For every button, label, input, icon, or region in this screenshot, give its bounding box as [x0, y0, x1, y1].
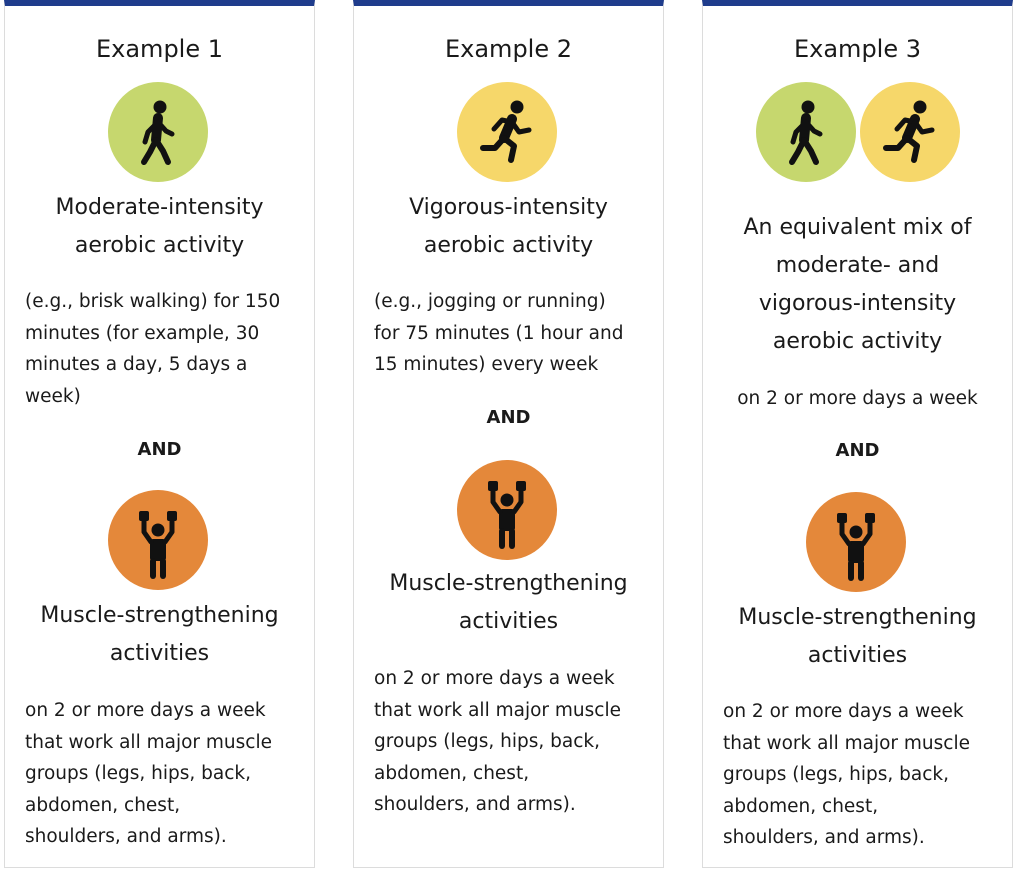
aerobic-description	[374, 286, 649, 381]
aerobic-heading	[354, 189, 663, 265]
and-label: AND	[137, 439, 182, 460]
desc-line: on 2 or more days a week	[25, 700, 266, 721]
muscle-description	[723, 696, 998, 854]
and-label: AND	[835, 440, 880, 461]
example-card-3	[702, 0, 1013, 868]
desc-line: on 2 or more days a week	[737, 388, 978, 409]
heading-line: activities	[807, 643, 908, 668]
running-person-icon	[457, 82, 557, 182]
desc-line: that work all major muscle	[374, 699, 621, 721]
desc-line: 15 minutes) every week	[374, 354, 599, 375]
heading-line: activities	[458, 609, 559, 634]
running-person-icon	[860, 82, 960, 182]
heading-line: Vigorous-intensity	[409, 195, 608, 220]
desc-line: groups (legs, hips, back,	[723, 764, 949, 785]
desc-line: shoulders, and arms).	[374, 794, 576, 815]
desc-line: minutes a day, 5 days a	[25, 354, 248, 375]
heading-line: moderate- and	[775, 253, 940, 278]
heading-line: Muscle-strengthening	[40, 603, 279, 628]
desc-line: shoulders, and arms).	[723, 827, 925, 848]
weightlifting-person-icon	[108, 490, 208, 590]
desc-line: on 2 or more days a week	[723, 701, 964, 722]
card-title: Example 1	[95, 35, 224, 63]
example-card-1	[4, 0, 315, 868]
desc-line: on 2 or more days a week	[374, 668, 615, 689]
desc-line: that work all major muscle	[723, 732, 970, 754]
desc-line: abdomen, chest,	[723, 795, 879, 817]
heading-line: aerobic activity	[423, 233, 594, 258]
muscle-description	[25, 695, 300, 853]
weightlifting-person-icon	[806, 492, 906, 592]
desc-line: minutes (for example, 30	[25, 322, 260, 344]
card-title: Example 3	[793, 35, 922, 63]
desc-line: shoulders, and arms).	[25, 826, 227, 847]
muscle-heading	[703, 599, 1012, 675]
weightlifting-person-icon	[457, 460, 557, 560]
aerobic-heading	[5, 189, 314, 265]
desc-line: groups (legs, hips, back,	[25, 763, 251, 784]
aerobic-description	[25, 286, 300, 412]
aerobic-description	[713, 383, 1002, 415]
desc-line: week)	[25, 385, 81, 407]
heading-line: aerobic activity	[74, 233, 245, 258]
muscle-description	[374, 663, 649, 821]
example-card-2	[353, 0, 664, 868]
heading-line: activities	[109, 641, 210, 666]
heading-line: aerobic activity	[772, 329, 943, 354]
desc-line: groups (legs, hips, back,	[374, 731, 600, 752]
heading-line: Muscle-strengthening	[738, 605, 977, 630]
heading-line: An equivalent mix of	[743, 215, 972, 240]
desc-line: abdomen, chest,	[25, 794, 181, 816]
walking-person-icon	[108, 82, 208, 182]
desc-line: that work all major muscle	[25, 731, 272, 753]
card-title: Example 2	[444, 35, 573, 63]
and-label: AND	[486, 407, 531, 428]
heading-line: Moderate-intensity	[55, 195, 264, 220]
aerobic-heading	[703, 209, 1012, 361]
muscle-heading	[354, 565, 663, 641]
muscle-heading	[5, 597, 314, 673]
desc-line: abdomen, chest,	[374, 762, 530, 784]
desc-line: (e.g., brisk walking) for 150	[25, 291, 281, 312]
desc-line: for 75 minutes (1 hour and	[374, 322, 624, 344]
heading-line: vigorous-intensity	[758, 291, 957, 316]
walking-person-icon	[756, 82, 856, 182]
desc-line: (e.g., jogging or running)	[374, 291, 606, 312]
heading-line: Muscle-strengthening	[389, 571, 628, 596]
